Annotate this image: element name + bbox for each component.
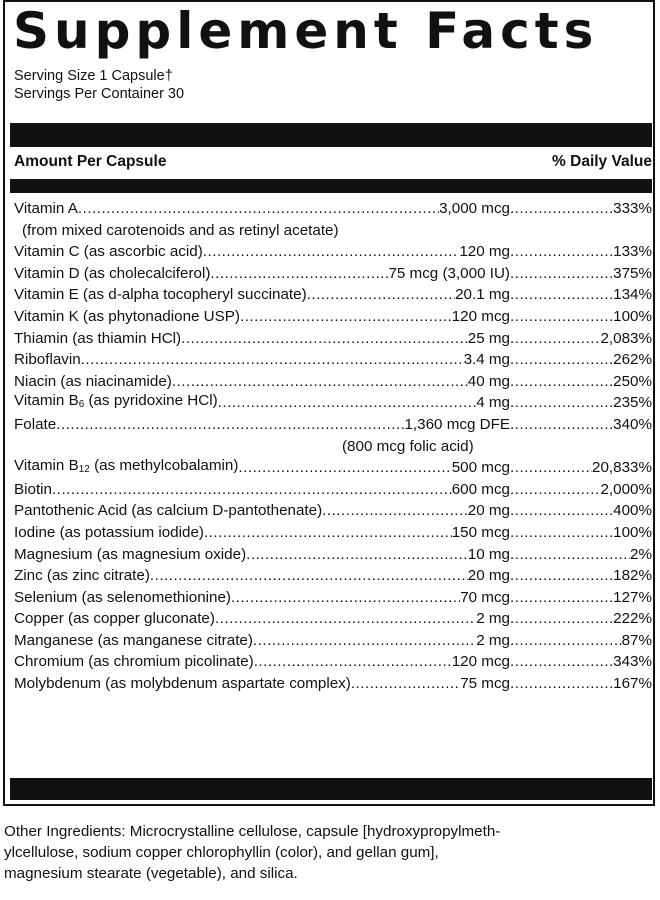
nutrient-amount: 500 mcg — [451, 459, 510, 477]
nutrient-amount: 2 mg — [476, 610, 510, 628]
serving-size: Serving Size 1 Capsule† — [14, 68, 173, 84]
nutrient-name: Vitamin C (as ascorbic acid) — [14, 243, 203, 261]
daily-value: 343% — [613, 653, 652, 671]
dot-leader — [203, 241, 460, 263]
nutrient-amount: 70 mcg — [460, 588, 510, 606]
nutrient-row — [14, 608, 652, 630]
daily-value: 340% — [613, 415, 652, 433]
nutrient-amount: 75 mcg (3,000 IU) — [388, 264, 510, 282]
daily-value: 333% — [613, 200, 652, 217]
nutrient-name: Vitamin D (as cholecalciferol) — [14, 264, 211, 282]
nutrient-row — [14, 565, 652, 587]
nutrient-name: Vitamin $B_6$ (as pyridoxine HCl) — [14, 392, 218, 411]
nutrient-name: Niacin (as niacinamide) — [14, 372, 172, 390]
daily-value: 375% — [613, 264, 652, 282]
column-header — [14, 153, 652, 175]
nutrient-name: Manganese (as manganese citrate) — [14, 631, 253, 649]
daily-value: 20,833% — [592, 459, 652, 477]
daily-value: 167% — [613, 675, 652, 693]
nutrient-row — [14, 392, 652, 414]
nutrient-amount: 150 mcg — [451, 523, 510, 541]
dot-leader — [210, 263, 388, 285]
dot-leader — [510, 263, 613, 285]
dot-leader — [510, 630, 622, 652]
thick-divider-bottom — [10, 778, 652, 800]
dot-leader — [510, 284, 613, 306]
dot-leader — [510, 587, 613, 609]
dot-leader — [253, 630, 476, 652]
daily-value: 100% — [613, 307, 652, 325]
nutrient-name: Zinc (as zinc citrate) — [14, 567, 150, 585]
dot-leader — [510, 306, 613, 328]
dot-leader — [510, 241, 613, 263]
dot-leader — [218, 392, 477, 414]
daily-value: 2,083% — [600, 329, 652, 347]
nutrient-amount: 75 mcg — [460, 675, 510, 693]
dot-leader — [510, 198, 613, 220]
dot-leader — [81, 349, 464, 371]
dot-leader — [246, 544, 468, 566]
supplement-facts-panel — [3, 0, 655, 806]
daily-value: 127% — [613, 588, 652, 606]
nutrient-row — [14, 263, 652, 285]
nutrient-amount: 40 mg — [467, 372, 510, 390]
nutrient-name: Vitamin A — [14, 200, 78, 217]
thick-divider-middle — [10, 179, 652, 193]
nutrient-amount: 2 mg — [476, 631, 510, 649]
nutrient-name: Thiamin (as thiamin HCl) — [14, 329, 182, 347]
dot-leader — [510, 414, 613, 436]
nutrient-name: Iodine (as potassium iodide) — [14, 523, 204, 541]
nutrient-row — [14, 306, 652, 328]
other-ingredients-line: ylcellulose, sodium copper chlorophyllin (color), and gellan gum], — [4, 844, 439, 861]
servings-per-container: Servings Per Container 30 — [14, 86, 185, 102]
daily-value: 235% — [613, 394, 652, 412]
dot-leader — [150, 565, 468, 587]
nutrient-name: Biotin — [14, 480, 52, 498]
nutrient-note: (800 mcg folic acid) — [342, 437, 474, 455]
dot-leader — [510, 371, 613, 393]
daily-value: 87% — [621, 631, 652, 649]
dot-leader — [510, 479, 600, 501]
dot-leader — [215, 608, 476, 630]
daily-value: 134% — [613, 286, 652, 304]
nutrient-name: Molybdenum (as molybdenum aspartate complex) — [14, 675, 351, 693]
nutrient-name: Selenium (as selenomethionine) — [14, 588, 231, 606]
nutrient-row — [14, 673, 652, 695]
nutrient-amount: 1,360 mcg DFE — [404, 415, 510, 433]
daily-value: 2,000% — [600, 480, 652, 498]
daily-value-header: % Daily Value — [552, 153, 652, 170]
nutrient-name: Folate — [14, 415, 57, 433]
nutrient-amount: 10 mg — [467, 545, 510, 563]
nutrient-amount: 20 mg — [467, 567, 510, 585]
daily-value: 182% — [613, 567, 652, 585]
nutrient-amount: 120 mcg — [451, 307, 510, 325]
nutrient-row — [14, 457, 652, 479]
nutrient-row — [14, 284, 652, 306]
dot-leader — [510, 328, 600, 350]
nutrient-row — [14, 414, 652, 436]
daily-value: 100% — [613, 523, 652, 541]
other-ingredients-line: Other Ingredients: Microcrystalline cellulose, capsule [hydroxypropylmeth- — [4, 823, 501, 840]
daily-value: 222% — [613, 610, 652, 628]
nutrient-row — [14, 651, 652, 673]
dot-leader — [510, 608, 613, 630]
daily-value: 2% — [630, 545, 652, 563]
dot-leader — [510, 457, 592, 479]
amount-per-capsule-header: Amount Per Capsule — [14, 153, 167, 170]
nutrient-row — [14, 630, 652, 652]
dot-leader — [231, 587, 460, 609]
nutrient-name: Chromium (as chromium picolinate) — [14, 653, 254, 671]
nutrient-name: Copper (as copper gluconate) — [14, 610, 215, 628]
dot-leader — [204, 522, 452, 544]
nutrient-amount: 20 mg — [467, 502, 510, 520]
nutrient-name: Vitamin K (as phytonadione USP) — [14, 307, 240, 325]
daily-value: 250% — [613, 372, 652, 390]
nutrient-name: Pantothenic Acid (as calcium D-pantothenate) — [14, 502, 323, 520]
nutrient-name: Vitamin E (as d-alpha tocopheryl succinate) — [14, 286, 307, 304]
nutrient-name: Riboflavin — [14, 351, 81, 369]
dot-leader — [172, 371, 468, 393]
nutrient-row — [14, 522, 652, 544]
dot-leader — [510, 651, 613, 673]
other-ingredients-line: magnesium stearate (vegetable), and silica. — [4, 865, 298, 882]
nutrient-row — [14, 500, 652, 522]
dot-leader — [510, 349, 613, 371]
dot-leader — [510, 392, 613, 414]
nutrient-row — [14, 328, 652, 350]
nutrient-list — [14, 198, 652, 695]
thick-divider-top — [10, 123, 652, 147]
nutrient-row — [14, 349, 652, 371]
nutrient-amount: 3.4 mg — [463, 351, 510, 369]
nutrient-row — [14, 371, 652, 393]
nutrient-row — [14, 198, 652, 220]
nutrient-amount: 25 mg — [467, 329, 510, 347]
dot-leader — [254, 651, 452, 673]
nutrient-amount: 20.1 mg — [455, 286, 510, 304]
dot-leader — [307, 284, 455, 306]
dot-leader — [240, 306, 452, 328]
dot-leader — [510, 544, 630, 566]
nutrient-row — [14, 544, 652, 566]
panel-title: Supplement Facts — [13, 2, 599, 60]
nutrient-amount: 3,000 mcg — [439, 200, 510, 217]
dot-leader — [510, 500, 613, 522]
dot-leader — [510, 522, 613, 544]
daily-value: 133% — [613, 243, 652, 261]
nutrient-row — [14, 479, 652, 501]
daily-value: 262% — [613, 351, 652, 369]
nutrient-note: (from mixed carotenoids and as retinyl acetate) — [22, 221, 339, 239]
nutrient-name: Vitamin $B_{12}$ (as methylcobalamin) — [14, 457, 239, 476]
nutrient-name: Magnesium (as magnesium oxide) — [14, 545, 247, 563]
dot-leader — [52, 479, 452, 501]
nutrient-amount: 120 mg — [459, 243, 510, 261]
dot-leader — [181, 328, 468, 350]
nutrient-amount: 4 mg — [476, 394, 510, 412]
dot-leader — [322, 500, 468, 522]
other-ingredients — [4, 821, 656, 884]
dot-leader — [78, 198, 439, 220]
nutrient-row — [14, 587, 652, 609]
dot-leader — [238, 457, 451, 479]
dot-leader — [56, 414, 404, 436]
dot-leader — [510, 565, 613, 587]
daily-value: 400% — [613, 502, 652, 520]
dot-leader — [510, 673, 613, 695]
dot-leader — [351, 673, 460, 695]
nutrient-amount: 120 mcg — [451, 653, 510, 671]
nutrient-amount: 600 mcg — [451, 480, 510, 498]
nutrient-row — [14, 241, 652, 263]
